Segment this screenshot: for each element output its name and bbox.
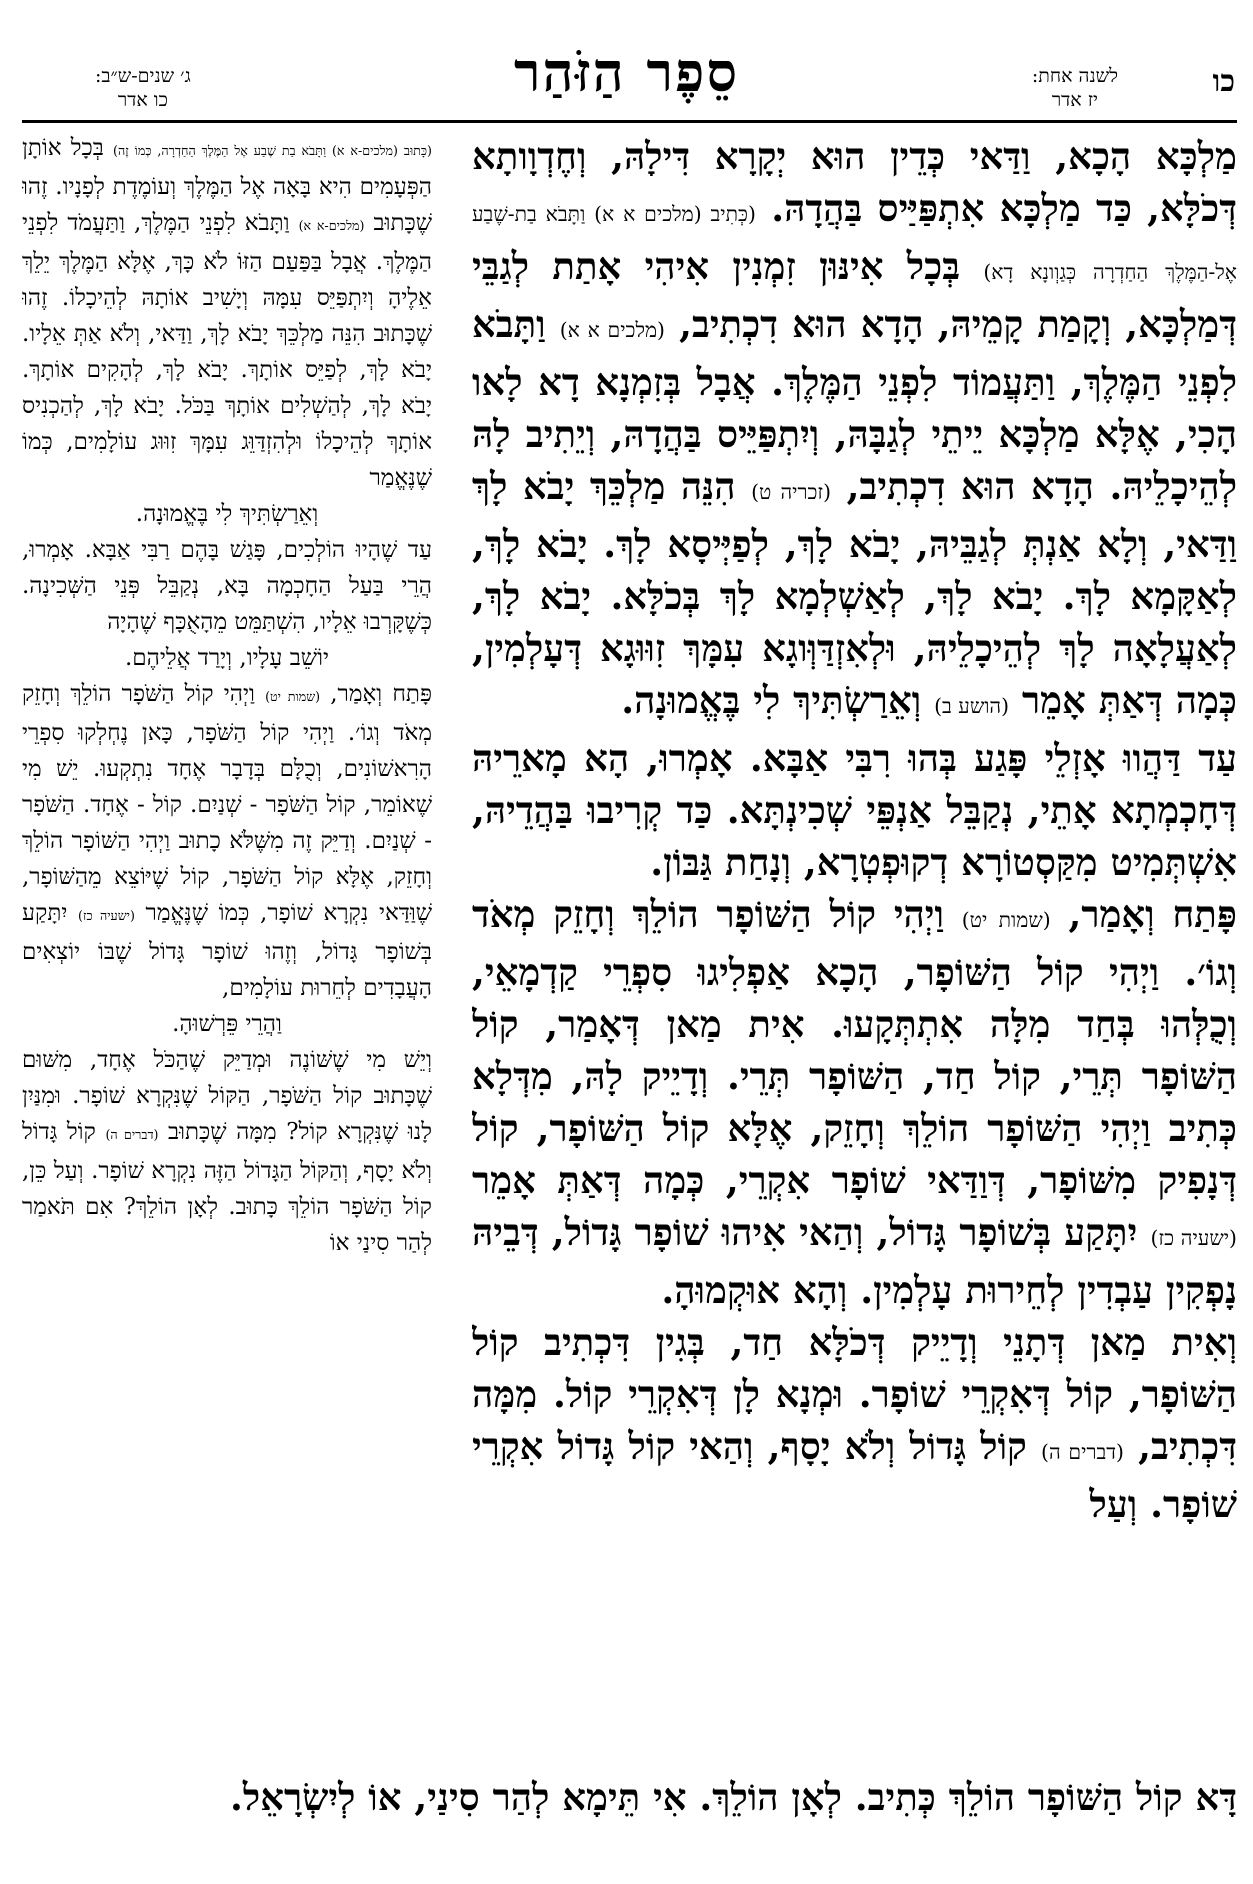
side-paragraph-3: פָּתַח וְאָמַר, (שמות יט) וַיְהִי קוֹל הַשֹּׁפָר הוֹלֵךְ וְחָזֵק מְאֹד וְגוֹ׳. וַיְהִי קוֹל הַשֹּׁפָר, כָּאן נֶחְלְקוּ סִפְרֵי הָרִאשׁוֹנִים, וְכֻלָּם בְּדָבָר אֶחָד נִתְקְעוּ. יֵשׁ מִי שֶׁאוֹמֵר, קוֹל הַשֹּׁפָר - שְׁנַיִם. קוֹל - אֶחָד. הַשֹּׁפָר - שְׁנַיִם. וְדַיֵּק זֶה מִשֶּׁלֹּא כָתוּב וַיְהִי הַשּׁוֹפָר הוֹלֵךְ וְחָזֵק, אֶלָּא קוֹל הַשֹּׁפָר, קוֹל שֶׁיּוֹצֵא מֵהַשּׁוֹפָר, שֶׁוַּדַּאי נִקְרָא שׁוֹפָר, כְּמוֹ שֶׁנֶּאֱמַר (ישעיה כז) יִתָּקַע בְּשׁוֹפָר גָּדוֹל, וְזֶהוּ שׁוֹפָר גָּדוֹל שֶׁבּוֹ יוֹצְאִים הָעֲבָדִים לְחֵרוּת עוֹלָמִים, <box>22 681 432 1001</box>
scripture-reference: (דברים ה) <box>1041 1440 1124 1464</box>
main-paragraph-1: מַלְכָּא הָכָא, וַדַּאי כְּדֵין הוּא יְקָרָא דִּילָהּ, וְחֶדְוָותָא דְּכֹלָּא, כַּד מַלְכָּא אִתְפַּיַּיס בַּהֲדָהּ. (כְּתִיב (מלכים א א) וַתָּבֹא בַת-שֶׁבַע אֶל-הַמֶּלֶךְ הַחַדְרָה כְּגַוְונָא דָא) בְּכָל אִינּוּן זִמְנִין אִיהִי אָתַת לְגַבֵּי דְּמַלְכָּא, וְקָמַת קָמֵיהּ, הָדָא הוּא דִכְתִיב, (מלכים א א) וַתָּבֹא לִפְנֵי הַמֶּלֶךְ, וַתַּעֲמוֹד לִפְנֵי הַמֶּלֶךְ. אֲבָל בְּזִמְנָא דָא לָאו הָכִי, אֶלָּא מַלְכָּא יֵיתֵי לְגַבָּהּ, וְיִתְפַּיֵּיס בַּהֲדָהּ, וְיֵתִיב לָהּ לְהֵיכָלֵיהּ. הָדָא הוּא דִכְתִיב, (זכריה ט) הִנֵּה מַלְכֵּךְ יָבֹא לָךְ וַדַּאי, וְלָא אַנְתְּ לְגַבֵּיהּ, יָבֹא לָךְ, לְפַיְּיסָא לָךְ. יָבֹא לָךְ, לְאַקָּמָא לָךְ. יָבֹא לָךְ, לְאַשְׁלְמָא לָךְ בְּכֹלָּא. יָבֹא לָךְ, לְאַעֲלָאָה לָךְ לְהֵיכָלֵיהּ, וּלְאִזְדַּוְּוגָא עִמָּךְ זִוּוּגָא דְּעָלְמִין, כְּמָה דְּאַתְּ אָמֵר (הושע ב) וְאֵרַשְׂתִּיךְ לִי בֶּאֱמוּנָה. <box>472 134 1237 722</box>
side-paragraph-2: עַד שֶׁהָיוּ הוֹלְכִים, פָּגַשׁ בָּהֶם רַבִּי אַבָּא. אָמְרוּ, הֲרֵי בַּעַל הַחָכְמָה בָּא, נְקַבֵּל פְּנֵי הַשְּׁכִינָה. כְּשֶׁקָּרְבוּ אֵלָיו, הִשְׁתַּמֵּט מֵהָאֻכָּף שֶׁהָיָה <box>22 537 432 635</box>
scripture-reference: (ישעיה כז) <box>78 908 135 923</box>
page-number: כו <box>1212 64 1235 99</box>
scripture-reference: (כְּתִיב (מלכים א א) וַתָּבֹא בַת-שֶׁבַע אֶל-הַמֶּלֶךְ הַחַדְרָה כְּגַוְונָא דָא) <box>472 202 1237 284</box>
scripture-reference: (מלכים-א א) <box>298 218 365 233</box>
scripture-reference: (ישעיה כז) <box>1150 1226 1237 1250</box>
side-closing-line: יוֹשֵׁב עָלָיו, וְיָרַד אֲלֵיהֶם. <box>125 645 329 671</box>
header-divider <box>22 120 1237 123</box>
scripture-reference: (דברים ה) <box>105 1127 159 1142</box>
scripture-reference: (שמות יט) <box>961 908 1051 932</box>
side-verse-line: וְאֵרַשְׂתִּיךְ לִי בֶּאֱמוּנָה. <box>135 501 319 527</box>
scripture-reference: (מלכים א א) <box>559 318 665 342</box>
hebrew-translation-column <box>22 130 432 1770</box>
book-title: סֵפֶר הַזֹּהַר <box>513 40 740 104</box>
page-footer-line: דָּא קוֹל הַשּׁוֹפָר הוֹלֵךְ כְּתִיב. לְאָן הוֹלֵךְ. אִי תֵּימָא לְהַר סִינַי, אוֹ לְיִשְׂרָאֵל. <box>230 1775 1237 1819</box>
scripture-reference: (כָּתוּב (מלכים-א א) וַתָּבֹא בַת שֶׁבַע אֶל הַמֶּלֶךְ הַחַדְרָה, כְּמוֹ זֶה) <box>113 143 432 158</box>
main-paragraph-4: וְאִית מַאן דְּתָנֵי וְדָיֵיק דְּכֹלָּא חַד, בְּגִין דִּכְתִיב קוֹל הַשּׁוֹפָר, קוֹל דְּאִקְרֵי שׁוֹפָר. וּמְנָא לָן דְּאִקְרֵי קוֹל. מִמָּה דִּכְתִיב, (דברים ה) קוֹל גָּדוֹל וְלֹא יָסָף, וְהַאי קוֹל גָּדוֹל אִקְרֵי שׁוֹפָר. וְעַל <box>472 1320 1237 1526</box>
scripture-reference: (שמות יט) <box>265 689 321 704</box>
main-paragraph-2: עַד דַּהֲווּ אָזְלֵי פָּגַע בְּהוּ רִבִּי אַבָּא. אָמְרוּ, הָא מָארֵיהּ דְּחָכְמְתָא אָתֵי, נְקַבֵּל אַנְפֵּי שְׁכִינְתָּא. כַּד קְרִיבוּ בַּהֲדֵיהּ, אִשְׁתְּמִיט מִקַּסְטוֹרָא דְקוּפְטְרָא, וְנָחַת גַּבּוֹן. <box>472 736 1237 884</box>
scripture-reference: (הושע ב) <box>934 694 1010 718</box>
side-paragraph-1: (כָּתוּב (מלכים-א א) וַתָּבֹא בַת שֶׁבַע אֶל הַמֶּלֶךְ הַחַדְרָה, כְּמוֹ זֶה) בְּכָל אוֹתָן הַפְּעָמִים הִיא בָּאָה אֶל הַמֶּלֶךְ וְעוֹמֶדֶת לְפָנָיו. זֶהוּ שֶׁכָּתוּב (מלכים-א א) וַתָּבֹא לִפְנֵי הַמֶּלֶךְ, וַתַּעֲמֹד לִפְנֵי הַמֶּלֶךְ. אֲבָל בַּפַּעַם הַזּוֹ לֹא כָּךְ, אֶלָּא הַמֶּלֶךְ יֵלֵךְ אֵלֶיהָ וְיִתְפַּיֵּס עִמָּהּ וְיָשִׁיב אוֹתָהּ לְהֵיכָלוֹ. זֶהוּ שֶׁכָּתוּב הִנֵּה מַלְכֵּךְ יָבֹא לָךְ, וַדַּאי, וְלֹא אַתְּ אֵלָיו. יָבֹא לָךְ, לְפַיֵּס אוֹתָךְ. יָבֹא לָךְ, לְהָקִים אוֹתָךְ. יָבֹא לָךְ, לְהַשְׁלִים אוֹתָךְ בַּכֹּל. יָבֹא לָךְ, לְהַכְנִיס אוֹתָךְ לְהֵיכָלוֹ וּלְהִזְדַּוֵּג עִמָּךְ זִוּוּג עוֹלָמִים, כְּמוֹ שֶׁנֶּאֱמַר <box>22 135 432 491</box>
three-year-study-label <box>95 64 191 112</box>
main-paragraph-3: פָּתַח וְאָמַר, (שמות יט) וַיְהִי קוֹל הַשּׁוֹפָר הוֹלֵךְ וְחָזֵק מְאֹד וְגוֹ׳. וַיְהִי קוֹל הַשּׁוֹפָר, הָכָא אַפְלִיגוּ סִפְרֵי קַדְמָאֵי, וְכֻלְּהוּ בְּחַד מִלָּה אִתְתְּקָעוּ. אִית מַאן דְּאָמַר, קוֹל הַשּׁוֹפָר תְּרֵי, קוֹל חַד, הַשּׁוֹפָר תְּרֵי. וְדָיֵיק לָהּ, מִדְּלָא כְּתִיב וַיְהִי הַשּׁוֹפָר הוֹלֵךְ וְחָזֵק, אֶלָּא קוֹל הַשּׁוֹפָר, קוֹל דְּנָפִיק מִשּׁוֹפָר, דְּוַדַּאי שׁוֹפָר אִקְרֵי, כְּמָה דְּאַתְּ אָמֵר (ישעיה כז) יִתָּקַע בְּשׁוֹפָר גָּדוֹל, וְהַאי אִיהוּ שׁוֹפָר גָּדוֹל, דְּבֵיהּ נָפְקִין עַבְדִין לְחֵירוּת עָלְמִין. וְהָא אוּקְמוּהָ. <box>472 892 1237 1312</box>
page-header <box>0 0 1253 118</box>
side-closing-line: וַהֲרֵי פֵּרְשׁוּהָ. <box>172 1011 282 1037</box>
side-paragraph-4: וְיֵשׁ מִי שֶׁשּׁוֹנֶה וּמְדַיֵּק שֶׁהַכֹּל אֶחָד, מִשּׁוּם שֶׁכָּתוּב קוֹל הַשֹּׁפָר, הַקּוֹל שֶׁנִּקְרָא שׁוֹפָר. וּמִנַּיִן לָנוּ שֶׁנִּקְרָא קוֹל? מִמָּה שֶׁכָּתוּב (דברים ה) קוֹל גָּדוֹל וְלֹא יָסָף, וְהַקּוֹל הַגָּדוֹל הַזֶּה נִקְרָא שׁוֹפָר. וְעַל כֵּן, קוֹל הַשֹּׁפָר הוֹלֵךְ כָּתוּב. לְאָן הוֹלֵךְ? אִם תֹּאמַר לְהַר סִינַי אוֹ <box>22 1047 432 1256</box>
aramaic-main-column <box>472 130 1237 1770</box>
one-year-cycle-date: יז אדר <box>1051 89 1099 111</box>
one-year-cycle-label: לשנה אחת: <box>1031 65 1118 87</box>
scripture-reference: (זכריה ט) <box>751 480 832 504</box>
three-year-cycle-date: כו אדר <box>117 89 168 111</box>
three-year-cycle-label: ג׳ שנים-ש״ב: <box>95 65 191 87</box>
